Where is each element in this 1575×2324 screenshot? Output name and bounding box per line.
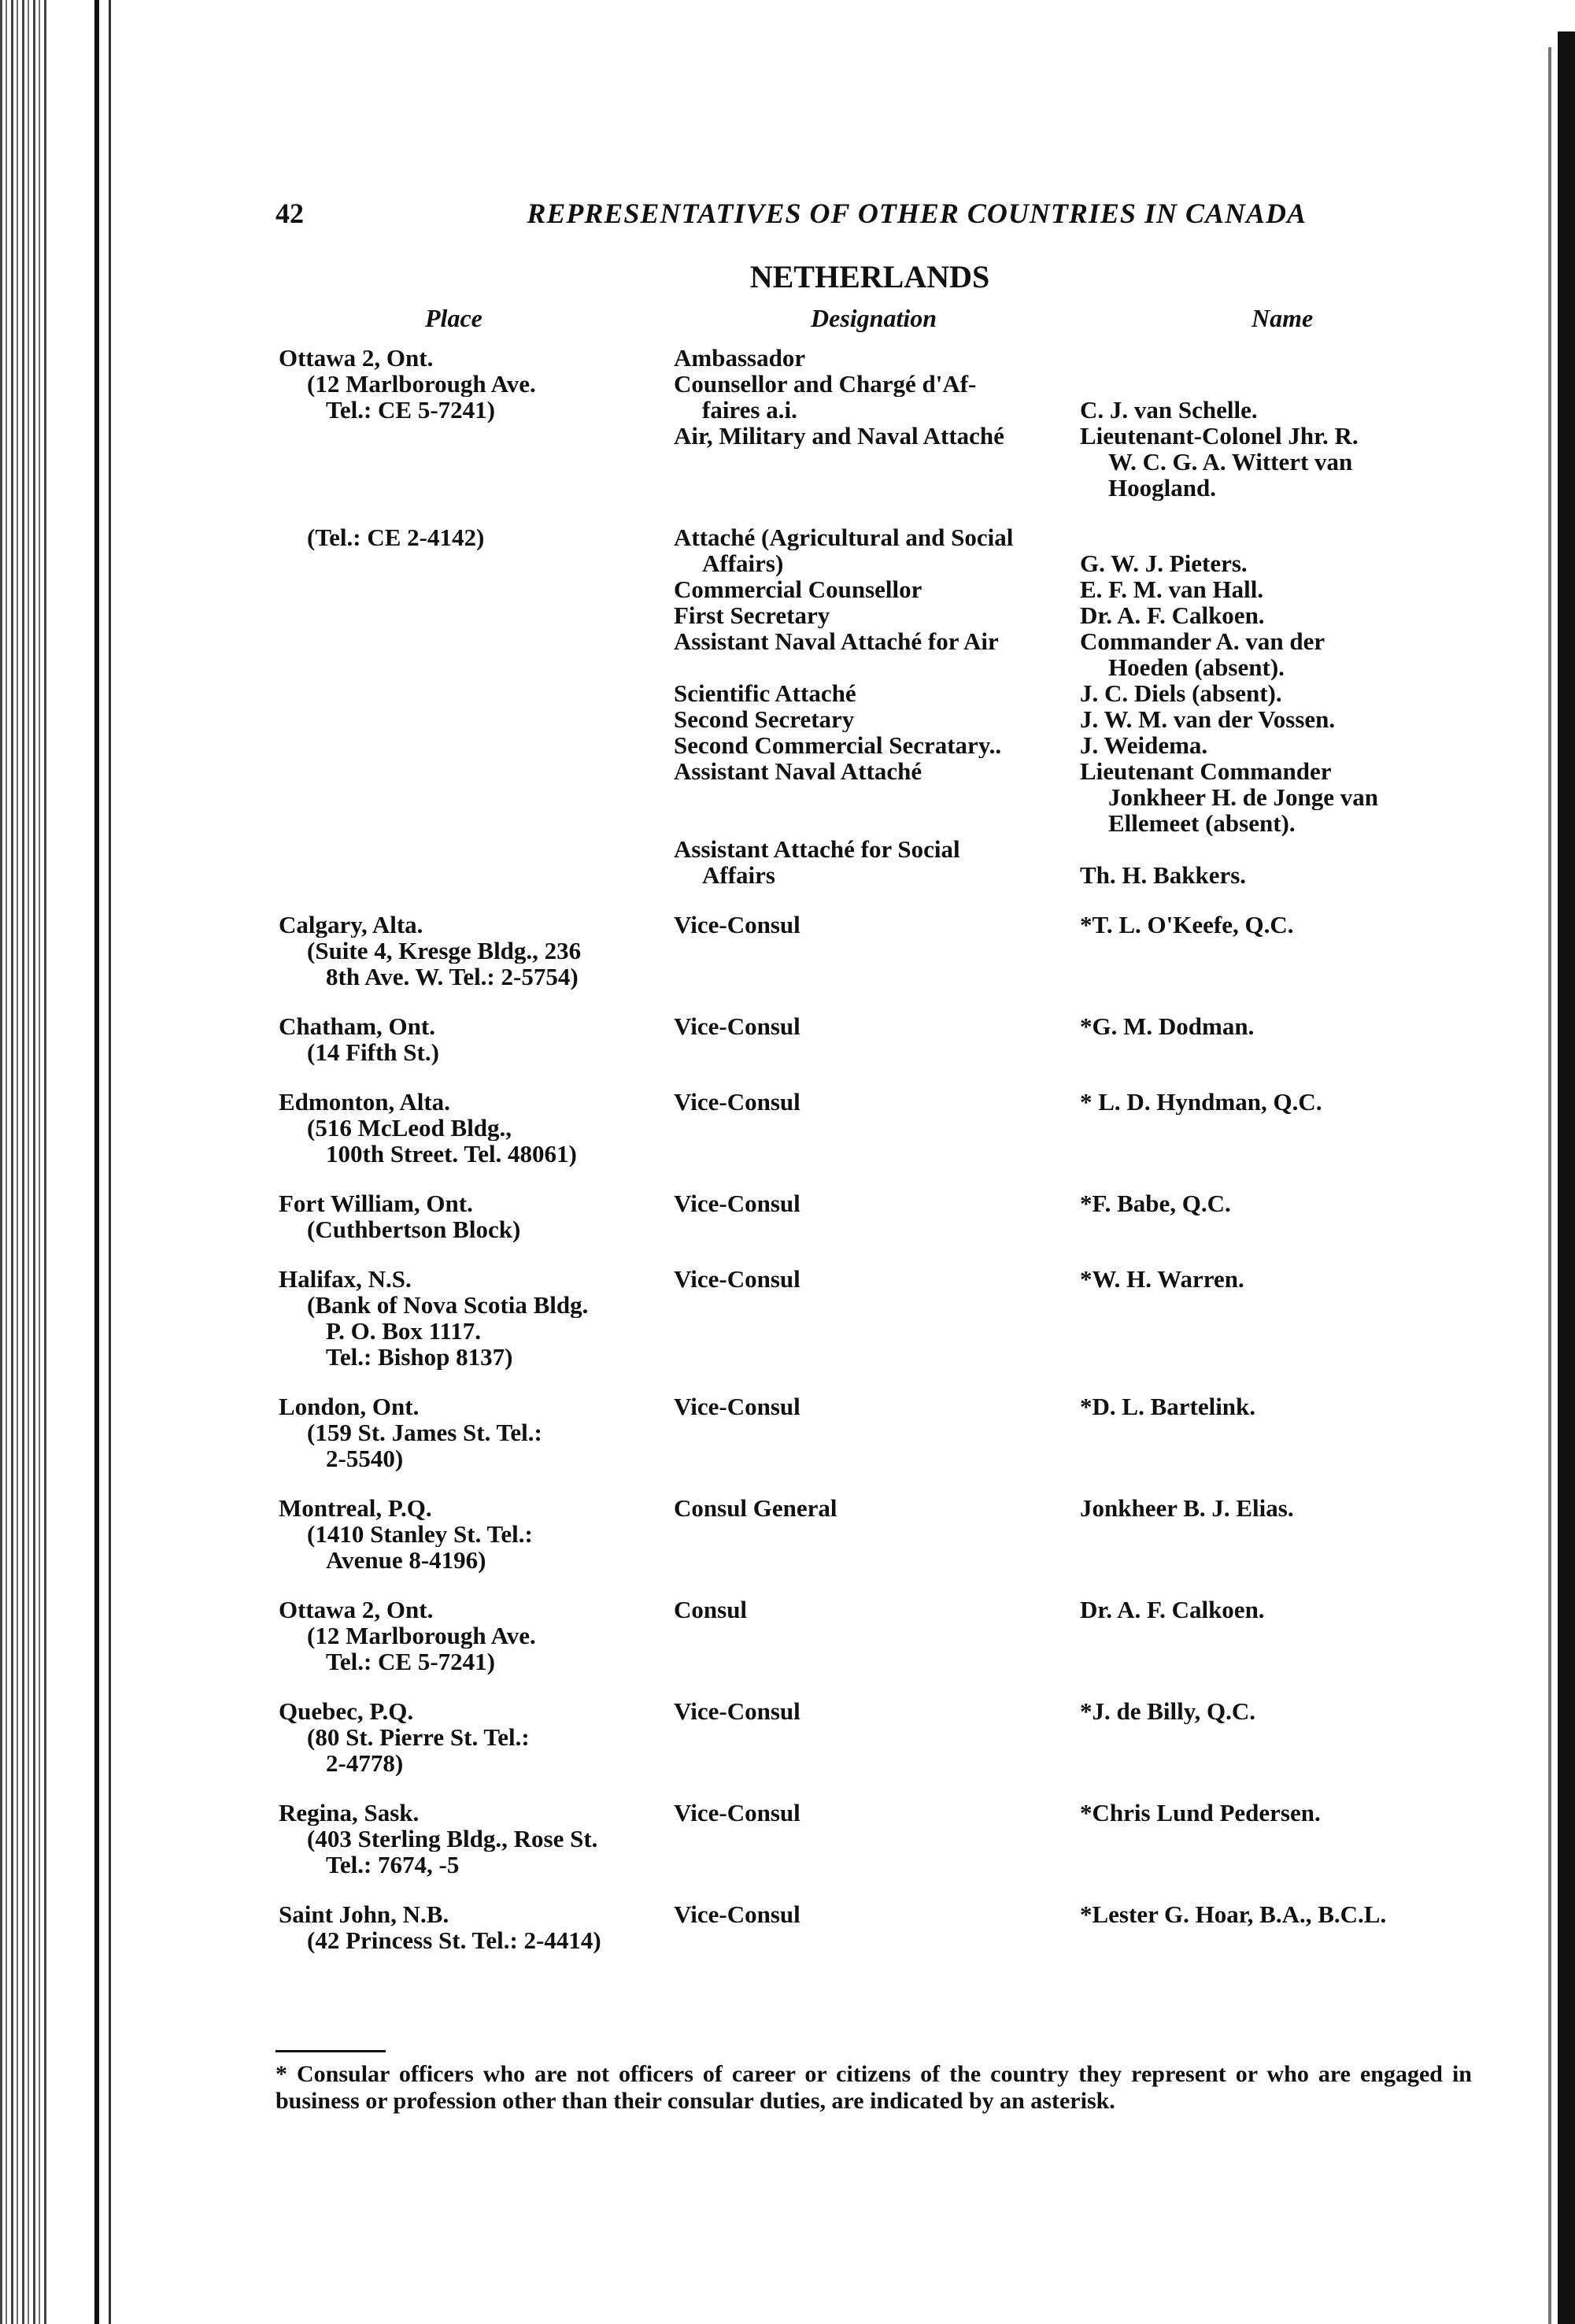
designation-cell xyxy=(669,1901,1070,1953)
designation-line: Second Commercial Secratary.. xyxy=(674,732,1002,758)
designation-cell xyxy=(669,1013,1070,1065)
name-line xyxy=(1080,345,1464,371)
designation-cell xyxy=(669,345,1070,501)
designation-line: Commercial Counsellor xyxy=(674,576,922,602)
place-address-line: 8th Ave. W. Tel.: 2-5754) xyxy=(326,964,579,990)
place-address-line: (80 St. Pierre St. Tel.: xyxy=(307,1724,530,1750)
place-address-line: (Cuthbertson Block) xyxy=(307,1216,521,1242)
name-line: G. W. J. Pieters. xyxy=(1080,550,1248,576)
designation-cell xyxy=(669,1266,1070,1370)
country-heading: NETHERLANDS xyxy=(749,259,990,294)
designation-line: Affairs xyxy=(702,862,775,888)
designation-cell xyxy=(669,912,1070,990)
place-address-line: (516 McLeod Bldg., xyxy=(307,1115,512,1141)
name-line: *Lester G. Hoar, B.A., B.C.L. xyxy=(1080,1901,1387,1927)
designation-cell xyxy=(669,524,1070,888)
footnote: * Consular officers who are not officers of career or citizens of the country they represent or who are engaged in business or profession other than their consular duties, are indicated by an asterisk. xyxy=(275,2061,1472,2114)
designation-line: Second Secretary xyxy=(674,706,855,732)
place-address-line: (14 Fifth St.) xyxy=(307,1039,439,1065)
name-line: Dr. A. F. Calkoen. xyxy=(1080,602,1265,628)
spacer xyxy=(674,784,1063,810)
place-address-line: Tel.: Bishop 8137) xyxy=(326,1344,513,1370)
name-line: *J. de Billy, Q.C. xyxy=(1080,1698,1256,1724)
name-line: Lieutenant-Colonel Jhr. R. xyxy=(1080,423,1359,449)
designation-line: Consul General xyxy=(674,1495,837,1521)
place-address-line: 100th Street. Tel. 48061) xyxy=(326,1141,577,1167)
name-cell xyxy=(1070,345,1472,501)
page-binding-right xyxy=(1558,31,1575,2324)
place-cell xyxy=(275,1495,669,1573)
name-line: J. Weidema. xyxy=(1080,732,1208,758)
place-address-line: (12 Marlborough Ave. xyxy=(307,371,536,397)
designation-line: Scientific Attaché xyxy=(674,680,856,706)
place-name: Edmonton, Alta. xyxy=(279,1089,450,1115)
place-cell xyxy=(275,1393,669,1471)
page-binding-left xyxy=(0,0,49,2324)
designation-line: Air, Military and Naval Attaché xyxy=(674,423,1004,449)
directory-entry xyxy=(275,1266,1472,1370)
name-line: J. W. M. van der Vossen. xyxy=(1080,706,1336,732)
designation-line: Assistant Naval Attaché for Air xyxy=(674,628,999,654)
directory-entries xyxy=(275,345,1472,1953)
designation-cell xyxy=(669,1089,1070,1167)
place-name: (Tel.: CE 2-4142) xyxy=(307,524,485,550)
name-line: *F. Babe, Q.C. xyxy=(1080,1190,1231,1216)
place-cell xyxy=(275,1901,669,1953)
name-cell xyxy=(1070,524,1472,888)
column-header-place: Place xyxy=(425,304,482,332)
spacer xyxy=(674,654,1063,680)
page-binding-rule xyxy=(94,0,99,2324)
page-number: 42 xyxy=(275,198,304,229)
directory-entry xyxy=(275,1901,1472,1953)
designation-line: Vice-Consul xyxy=(674,1013,800,1039)
name-line: *T. L. O'Keefe, Q.C. xyxy=(1080,912,1294,938)
place-address-line: (159 St. James St. Tel.: xyxy=(307,1419,542,1445)
place-name: London, Ont. xyxy=(279,1393,420,1419)
page-binding-right-rule xyxy=(1548,47,1551,2324)
designation-cell xyxy=(669,1800,1070,1878)
name-line: *Chris Lund Pedersen. xyxy=(1080,1800,1321,1826)
place-cell xyxy=(275,912,669,990)
designation-line: First Secretary xyxy=(674,602,830,628)
directory-entry xyxy=(275,1089,1472,1167)
name-line: Lieutenant Commander xyxy=(1080,758,1332,784)
place-address-line: (12 Marlborough Ave. xyxy=(307,1623,536,1649)
place-name: Halifax, N.S. xyxy=(279,1266,412,1292)
column-header-designation: Designation xyxy=(811,304,937,332)
place-cell xyxy=(275,1266,669,1370)
designation-line: faires a.i. xyxy=(702,397,797,423)
place-cell xyxy=(275,1089,669,1167)
directory-entry xyxy=(275,524,1472,888)
spacer xyxy=(674,449,1063,475)
name-line: W. C. G. A. Wittert van xyxy=(1108,449,1353,475)
name-cell xyxy=(1070,1190,1472,1242)
directory-entry xyxy=(275,912,1472,990)
name-line: Hoogland. xyxy=(1108,475,1216,501)
name-line: Ellemeet (absent). xyxy=(1108,810,1296,836)
directory-entry xyxy=(275,1698,1472,1776)
designation-cell xyxy=(669,1393,1070,1471)
place-address-line: 2-4778) xyxy=(326,1750,404,1776)
name-line: * L. D. Hyndman, Q.C. xyxy=(1080,1089,1322,1115)
name-line: *W. H. Warren. xyxy=(1080,1266,1244,1292)
designation-line: Vice-Consul xyxy=(674,1089,800,1115)
designation-cell xyxy=(669,1495,1070,1573)
designation-line: Vice-Consul xyxy=(674,1698,800,1724)
directory-entry xyxy=(275,1495,1472,1573)
place-cell xyxy=(275,1190,669,1242)
name-line xyxy=(1080,371,1464,397)
name-cell xyxy=(1070,1901,1472,1953)
designation-line: Assistant Naval Attaché xyxy=(674,758,922,784)
designation-line: Counsellor and Chargé d'Af- xyxy=(674,371,977,397)
directory-entry xyxy=(275,345,1472,501)
designation-line: Assistant Attaché for Social xyxy=(674,836,960,862)
name-line: E. F. M. van Hall. xyxy=(1080,576,1264,602)
directory-entry xyxy=(275,1800,1472,1878)
designation-line: Vice-Consul xyxy=(674,1266,800,1292)
designation-line: Vice-Consul xyxy=(674,1393,800,1419)
place-cell xyxy=(275,1013,669,1065)
place-name: Ottawa 2, Ont. xyxy=(279,345,434,371)
place-cell xyxy=(275,524,669,888)
designation-line: Affairs) xyxy=(702,550,784,576)
name-cell xyxy=(1070,912,1472,990)
place-name: Fort William, Ont. xyxy=(279,1190,473,1216)
name-line: *D. L. Bartelink. xyxy=(1080,1393,1256,1419)
place-cell xyxy=(275,345,669,501)
place-name: Ottawa 2, Ont. xyxy=(279,1597,434,1623)
place-address-line: (Bank of Nova Scotia Bldg. xyxy=(307,1292,589,1318)
designation-line: Vice-Consul xyxy=(674,1800,800,1826)
place-address-line: Tel.: CE 5-7241) xyxy=(326,397,495,423)
designation-line: Consul xyxy=(674,1597,748,1623)
name-cell xyxy=(1070,1089,1472,1167)
place-name: Saint John, N.B. xyxy=(279,1901,449,1927)
name-line: Commander A. van der xyxy=(1080,628,1325,654)
place-address-line: Tel.: 7674, -5 xyxy=(326,1852,460,1878)
spacer xyxy=(674,810,1063,836)
name-line: *G. M. Dodman. xyxy=(1080,1013,1255,1039)
place-name: Regina, Sask. xyxy=(279,1800,420,1826)
place-name: Chatham, Ont. xyxy=(279,1013,435,1039)
name-line: Jonkheer H. de Jonge van xyxy=(1108,784,1379,810)
place-name: Quebec, P.Q. xyxy=(279,1698,414,1724)
name-line xyxy=(1080,524,1464,550)
designation-line: Vice-Consul xyxy=(674,1190,800,1216)
name-line: Hoeden (absent). xyxy=(1108,654,1285,680)
name-line: J. C. Diels (absent). xyxy=(1080,680,1282,706)
place-cell xyxy=(275,1698,669,1776)
column-header-name: Name xyxy=(1251,304,1314,332)
place-address-line: (403 Sterling Bldg., Rose St. xyxy=(307,1826,598,1852)
name-line: Dr. A. F. Calkoen. xyxy=(1080,1597,1265,1623)
designation-line: Vice-Consul xyxy=(674,1901,800,1927)
directory-entry xyxy=(275,1013,1472,1065)
name-cell xyxy=(1070,1495,1472,1573)
name-cell xyxy=(1070,1013,1472,1065)
name-cell xyxy=(1070,1597,1472,1675)
place-cell xyxy=(275,1800,669,1878)
designation-cell xyxy=(669,1698,1070,1776)
name-line xyxy=(1080,836,1464,862)
place-name: Calgary, Alta. xyxy=(279,912,423,938)
name-cell xyxy=(1070,1266,1472,1370)
name-cell xyxy=(1070,1393,1472,1471)
designation-cell xyxy=(669,1190,1070,1242)
designation-cell xyxy=(669,1597,1070,1675)
place-address-line: 2-5540) xyxy=(326,1445,404,1471)
running-title: REPRESENTATIVES OF OTHER COUNTRIES IN CANADA xyxy=(527,198,1307,229)
name-cell xyxy=(1070,1800,1472,1878)
name-line: Jonkheer B. J. Elias. xyxy=(1080,1495,1294,1521)
directory-entry xyxy=(275,1190,1472,1242)
directory-entry xyxy=(275,1597,1472,1675)
spacer xyxy=(674,475,1063,501)
name-line: Th. H. Bakkers. xyxy=(1080,862,1247,888)
place-address-line: (42 Princess St. Tel.: 2-4414) xyxy=(307,1927,601,1953)
designation-line: Vice-Consul xyxy=(674,912,800,938)
place-name: Montreal, P.Q. xyxy=(279,1495,432,1521)
place-address-line: (Suite 4, Kresge Bldg., 236 xyxy=(307,938,582,964)
place-address-line: P. O. Box 1117. xyxy=(326,1318,481,1344)
designation-line: Ambassador xyxy=(674,345,806,371)
place-address-line: Avenue 8-4196) xyxy=(326,1547,486,1573)
designation-line: Attaché (Agricultural and Social xyxy=(674,524,1014,550)
place-cell xyxy=(275,1597,669,1675)
name-line: C. J. van Schelle. xyxy=(1080,397,1258,423)
place-address-line: (1410 Stanley St. Tel.: xyxy=(307,1521,533,1547)
page-binding-rule-thin xyxy=(109,0,111,2324)
directory-entry xyxy=(275,1393,1472,1471)
place-address-line: Tel.: CE 5-7241) xyxy=(326,1649,495,1675)
footnote-rule xyxy=(275,2050,386,2052)
name-cell xyxy=(1070,1698,1472,1776)
